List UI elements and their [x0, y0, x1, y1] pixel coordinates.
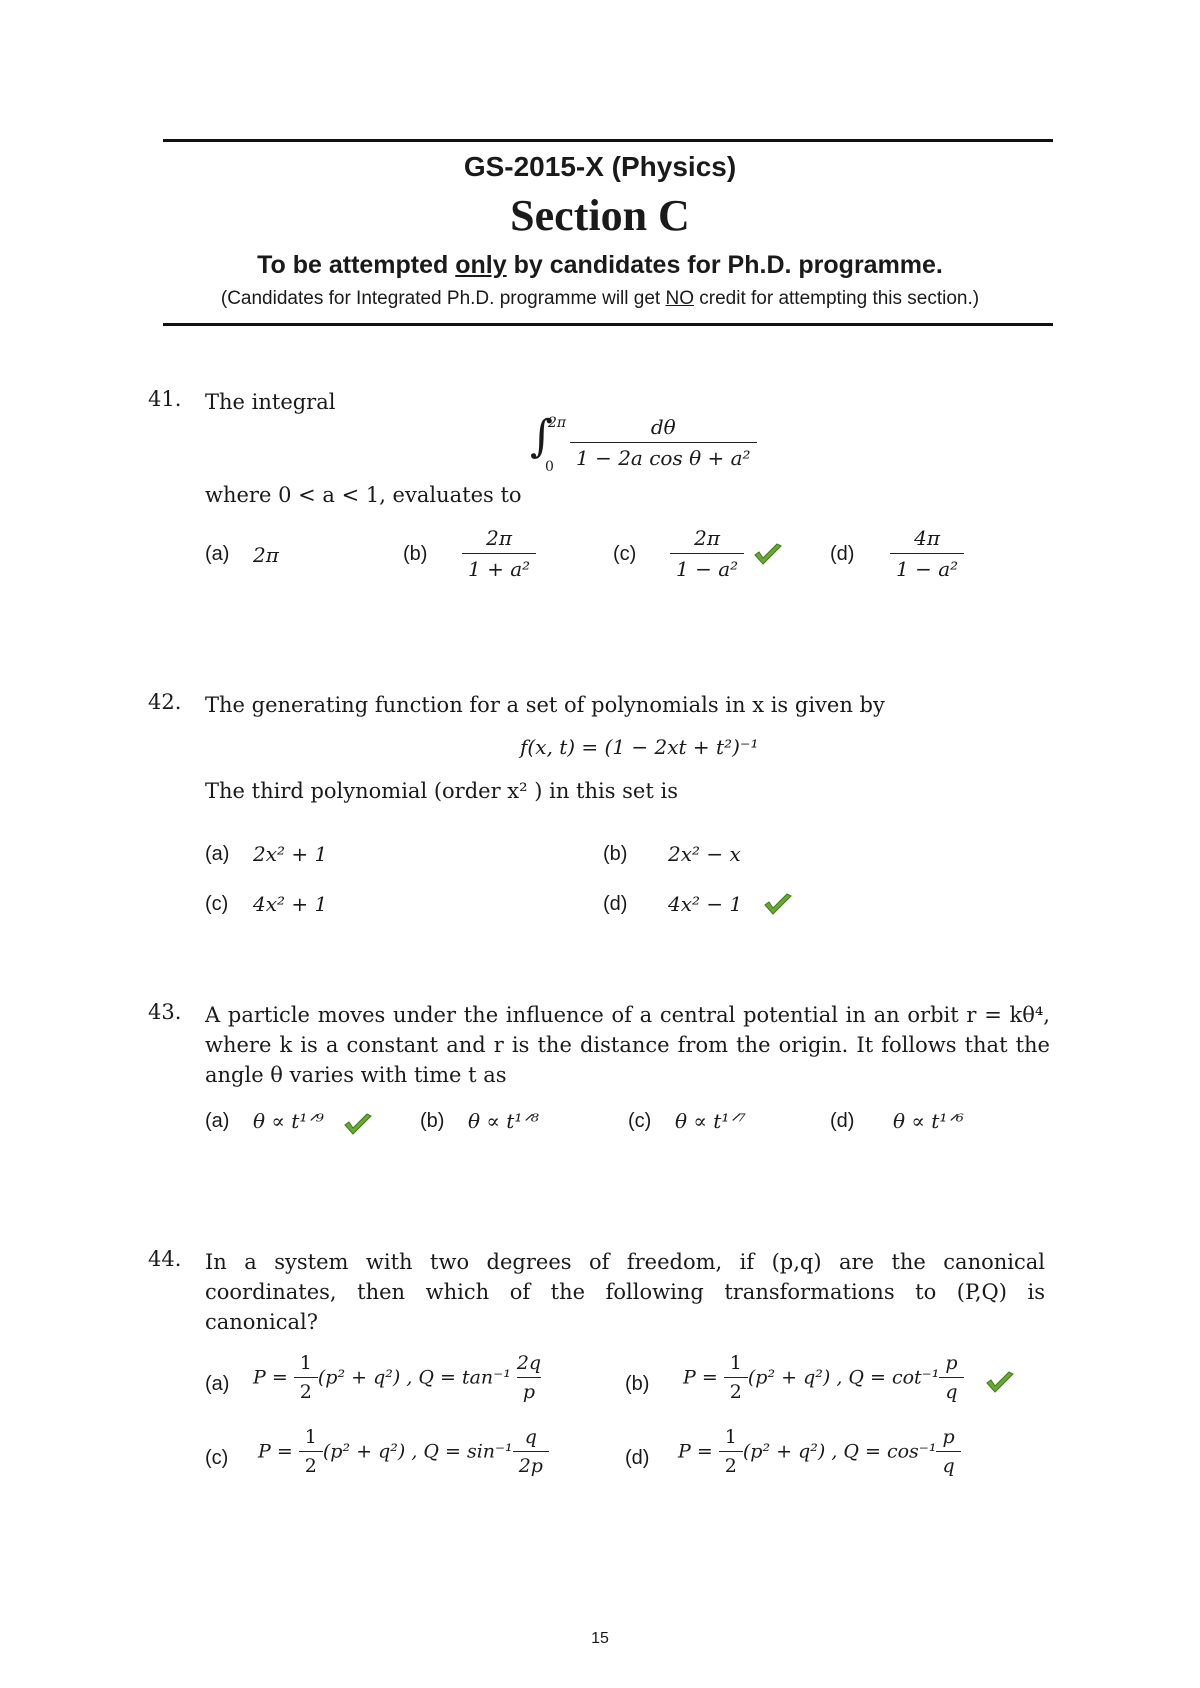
fraction-num: 4π — [914, 526, 940, 550]
option-fraction — [462, 526, 536, 581]
instruction-post: by candidates for Ph.D. programme. — [506, 251, 943, 279]
option-label: (b) — [603, 843, 628, 865]
integral-sign: ∫ — [530, 411, 553, 462]
bottom-rule — [163, 323, 1053, 326]
option-label: (d) — [625, 1447, 650, 1469]
half-den: 2 — [724, 1377, 748, 1403]
integral-lower: 0 — [545, 459, 554, 475]
expr-mid: (p² + q²) , Q = sin⁻¹ — [322, 1440, 513, 1463]
option-label: (d) — [830, 543, 855, 565]
option-text: θ ∝ t¹ᐟ⁹ — [253, 1109, 324, 1133]
fraction-den: 1 − a² — [670, 553, 744, 581]
option-text: θ ∝ t¹ᐟ⁸ — [468, 1109, 539, 1133]
fraction-den: q — [936, 1451, 960, 1477]
question-number: 41. — [148, 387, 182, 411]
fraction-num: p — [942, 1426, 955, 1448]
expr-lhs: P = — [683, 1366, 718, 1389]
option-text: 4x² + 1 — [253, 892, 328, 916]
section-title: Section C — [510, 191, 690, 240]
correct-check-icon — [753, 543, 783, 567]
option-fraction — [890, 526, 964, 581]
fraction-num: 2π — [694, 526, 720, 550]
question-line: angle θ varies with time t as — [205, 1063, 507, 1087]
option-label: (a) — [205, 1110, 230, 1132]
option-label: (a) — [205, 543, 230, 565]
exam-code: GS-2015-X (Physics) — [463, 151, 737, 182]
question-number: 43. — [148, 1000, 182, 1024]
correct-check-icon — [343, 1113, 373, 1137]
option-label: (d) — [603, 893, 628, 915]
expr-lhs: P = — [253, 1366, 288, 1389]
integrand-fraction — [570, 415, 757, 470]
fraction-num: p — [945, 1352, 958, 1374]
option-label: (c) — [628, 1110, 652, 1132]
option-text: θ ∝ t¹ᐟ⁶ — [893, 1109, 964, 1133]
half-num: 1 — [304, 1426, 317, 1448]
integrand — [570, 415, 757, 470]
option-label: (c) — [205, 893, 229, 915]
half-num: 1 — [724, 1426, 737, 1448]
instruction-line — [0, 251, 1200, 280]
question-line: canonical? — [205, 1310, 318, 1334]
option-label: (d) — [830, 1110, 855, 1132]
half-den: 2 — [719, 1451, 743, 1477]
half-num: 1 — [729, 1352, 742, 1374]
fraction-num: q — [524, 1426, 537, 1448]
fraction-den: 1 + a² — [462, 553, 536, 581]
option-label: (b) — [403, 543, 428, 565]
note-no: NO — [665, 288, 694, 309]
integrand-num: dθ — [650, 415, 676, 439]
half-den: 2 — [294, 1377, 318, 1403]
option-label: (b) — [420, 1110, 445, 1132]
option-fraction — [670, 526, 744, 581]
expr-lhs: P = — [258, 1440, 293, 1463]
integrand-den: 1 − 2a cos θ + a² — [570, 442, 757, 470]
option-expression — [253, 1352, 547, 1403]
fraction-den: p — [517, 1377, 541, 1403]
question-line: coordinates, then which of the following transformations to (P,Q) is — [205, 1280, 1045, 1304]
expr-mid: (p² + q²) , Q = tan⁻¹ — [317, 1366, 511, 1389]
expr-mid: (p² + q²) , Q = cos⁻¹ — [742, 1440, 937, 1463]
option-label: (b) — [625, 1373, 650, 1395]
section-note — [0, 288, 1200, 310]
half-num: 1 — [299, 1352, 312, 1374]
option-expression — [678, 1426, 961, 1477]
instruction-pre: To be attempted — [257, 251, 456, 279]
option-text: 2π — [253, 543, 279, 567]
note-pre: (Candidates for Integrated Ph.D. programme will get — [220, 288, 666, 309]
half-den: 2 — [299, 1451, 323, 1477]
page-number: 15 — [591, 1630, 609, 1647]
option-text: 2x² − x — [668, 842, 741, 866]
expr-lhs: P = — [678, 1440, 713, 1463]
option-text: 4x² − 1 — [668, 892, 743, 916]
question-line: In a system with two degrees of freedom, if (p,q) are the canonical — [205, 1250, 1045, 1274]
option-label: (a) — [205, 843, 230, 865]
option-text: 2x² + 1 — [253, 842, 328, 866]
note-post: credit for attempting this section.) — [693, 288, 980, 309]
generating-function: f(x, t) = (1 − 2xt + t²)⁻¹ — [520, 735, 759, 759]
fraction-num: 2π — [486, 526, 512, 550]
expr-mid: (p² + q²) , Q = cot⁻¹ — [747, 1366, 940, 1389]
question-condition: where 0 < a < 1, evaluates to — [205, 483, 522, 507]
instruction-only: only — [455, 251, 507, 279]
option-label: (c) — [613, 543, 637, 565]
top-rule — [163, 139, 1053, 142]
option-label: (a) — [205, 1373, 230, 1395]
correct-check-icon — [985, 1371, 1015, 1395]
correct-check-icon — [763, 893, 793, 917]
fraction-num: 2q — [516, 1352, 542, 1374]
question-number: 44. — [148, 1247, 182, 1271]
option-label: (c) — [205, 1447, 229, 1469]
question-intro: The generating function for a set of polynomials in x is given by — [205, 693, 885, 717]
integral-expression — [530, 411, 760, 475]
question-intro: The integral — [205, 390, 336, 414]
option-text: θ ∝ t¹ᐟ⁷ — [675, 1109, 746, 1133]
fraction-den: q — [939, 1377, 963, 1403]
fraction-den: 1 − a² — [890, 553, 964, 581]
question-followup: The third polynomial (order x² ) in this set is — [205, 779, 678, 803]
option-expression — [258, 1426, 549, 1477]
question-line: A particle moves under the influence of a central potential in an orbit r = kθ⁴, — [205, 1003, 1050, 1027]
question-number: 42. — [148, 690, 182, 714]
option-expression — [683, 1352, 964, 1403]
integral-upper: 2π — [548, 415, 567, 431]
fraction-den: 2p — [513, 1451, 549, 1477]
question-line: where k is a constant and r is the distance from the origin. It follows that the — [205, 1033, 1050, 1057]
